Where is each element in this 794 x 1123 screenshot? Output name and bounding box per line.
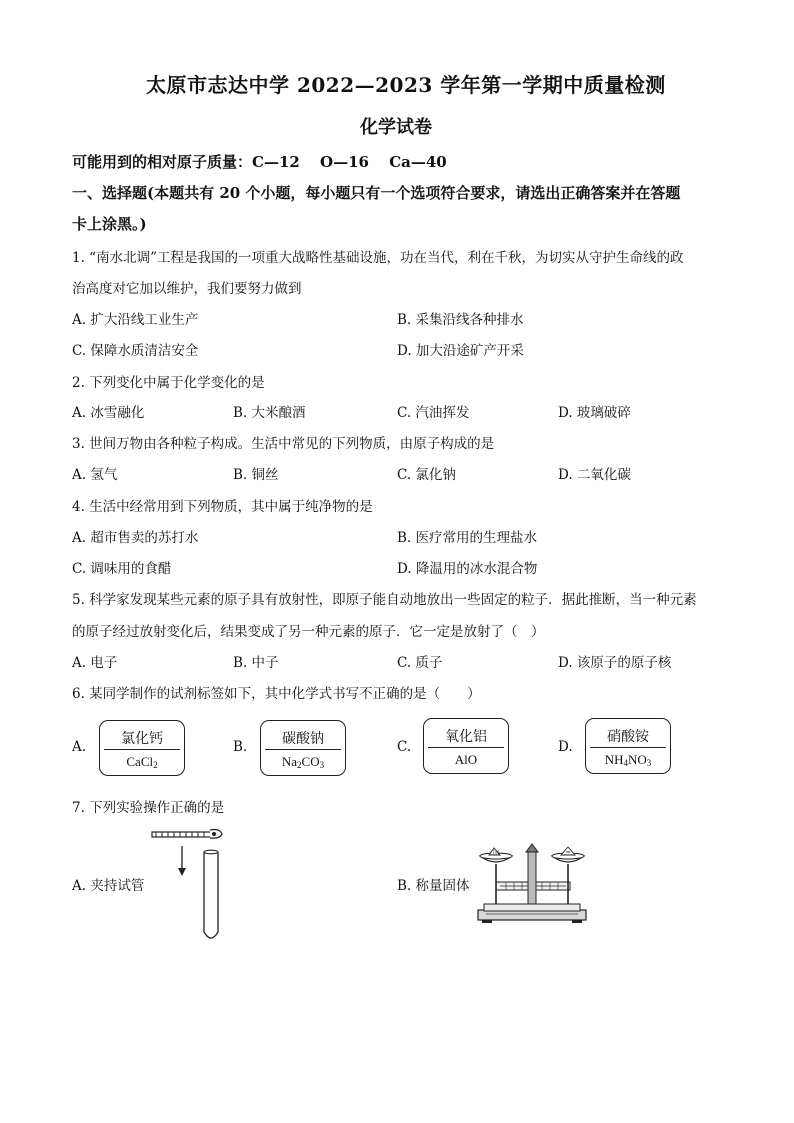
left-pan-mark: 固 (492, 850, 500, 857)
question-3-stem: 3. 世间万物由各种粒子构成。生活中常见的下列物质，由原子构成的是 (72, 436, 495, 452)
question-5-option-d: D. 该原子的原子核 (558, 655, 672, 671)
question-1-option-d: D. 加大沿途矿产开采 (397, 343, 524, 359)
question-4-option-b: B. 医疗常用的生理盐水 (397, 530, 538, 546)
page-subtitle: 化学试卷 (360, 117, 432, 138)
test-tube-icon (204, 850, 218, 938)
section-heading-line1: 一、选择题(本题共有 20 个小题，每小题只有一个选项符合要求，请选出正确答案并在答题 (72, 184, 681, 202)
question-7-option-b: B. 称量固体 (397, 878, 470, 894)
question-1-option-a: A. 扩大沿线工业生产 (72, 312, 199, 328)
reagent-name: 氧化铝 (445, 729, 487, 745)
atomic-mass-note: 可能用到的相对原子质量：C—12 O—16 Ca—40 (72, 153, 447, 171)
question-5-option-b: B. 中子 (233, 655, 279, 671)
down-arrow-icon (178, 846, 186, 876)
question-6-stem: 6. 某同学制作的试剂标签如下，其中化学式书写不正确的是（ ） (72, 686, 481, 702)
test-tube-holder-figure (148, 826, 228, 944)
question-2-option-c: C. 汽油挥发 (397, 405, 470, 421)
question-4-option-a: A. 超市售卖的苏打水 (72, 530, 199, 546)
question-5-stem-line1: 5. 科学家发现某些元素的原子具有放射性，即原子能自动地放出一些固定的粒子．据此推断，当一种元素 (72, 592, 697, 608)
reagent-name: 氯化钙 (121, 731, 163, 747)
question-6-option-c: C. (397, 739, 412, 755)
question-5-stem-line2: 的原子经过放射变化后，结果变成了另一种元素的原子．它一定是放射了（ ） (72, 624, 545, 640)
question-6-option-d: D. (558, 739, 573, 755)
question-6-option-a: A. (72, 739, 87, 755)
question-4-option-d: D. 降温用的冰水混合物 (397, 561, 538, 577)
question-3-option-d: D. 二氧化碳 (558, 467, 631, 483)
reagent-formula: $NH_4NO_3$ (604, 752, 652, 768)
page-title: 太原市志达中学 2022—2023 学年第一学期中质量检测 (146, 73, 666, 97)
reagent-formula: AlO (454, 752, 478, 767)
question-1-option-b: B. 采集沿线各种排水 (397, 312, 524, 328)
section-heading-line2: 卡上涂黑。) (72, 215, 147, 233)
reagent-label-d (585, 718, 671, 774)
balance-scale-icon (478, 844, 586, 923)
balance-figure (476, 834, 588, 924)
reagent-formula: $Na_2CO_3$ (281, 754, 325, 770)
question-5-option-c: C. 质子 (397, 655, 443, 671)
question-3-option-c: C. 氯化钠 (397, 467, 456, 483)
reagent-formula: CaCl$_2$ (126, 754, 158, 770)
question-1-stem-line1: 1. “南水北调”工程是我国的一项重大战略性基础设施，功在当代，利在千秋，为切实从守护生命线的政 (72, 250, 684, 266)
question-6-option-b: B. (233, 739, 248, 755)
reagent-name: 硝酸铵 (607, 729, 649, 745)
question-1-option-c: C. 保障水质清洁安全 (72, 343, 199, 359)
reagent-label-b (260, 720, 346, 776)
question-1-stem-line2: 治高度对它加以维护，我们要努力做到 (72, 281, 302, 297)
question-2-stem: 2. 下列变化中属于化学变化的是 (72, 375, 265, 391)
question-4-stem: 4. 生活中经常用到下列物质，其中属于纯净物的是 (72, 499, 373, 515)
question-3-option-a: A. 氢气 (72, 467, 118, 483)
question-4-option-c: C. 调味用的食醋 (72, 561, 172, 577)
test-tube-clamp-icon (152, 830, 222, 839)
question-2-option-b: B. 大米酿酒 (233, 405, 306, 421)
question-7-stem: 7. 下列实验操作正确的是 (72, 800, 225, 816)
question-2-option-d: D. 玻璃破碎 (558, 405, 631, 421)
question-5-option-a: A. 电子 (72, 655, 118, 671)
question-7-option-a: A. 夹持试管 (72, 878, 145, 894)
reagent-label-c (423, 718, 509, 774)
reagent-label-a (99, 720, 185, 776)
question-2-option-a: A. 冰雪融化 (72, 405, 145, 421)
reagent-name: 碳酸钠 (282, 731, 324, 747)
question-3-option-b: B. 铜丝 (233, 467, 279, 483)
right-pan-mark: ≈ (565, 849, 571, 856)
